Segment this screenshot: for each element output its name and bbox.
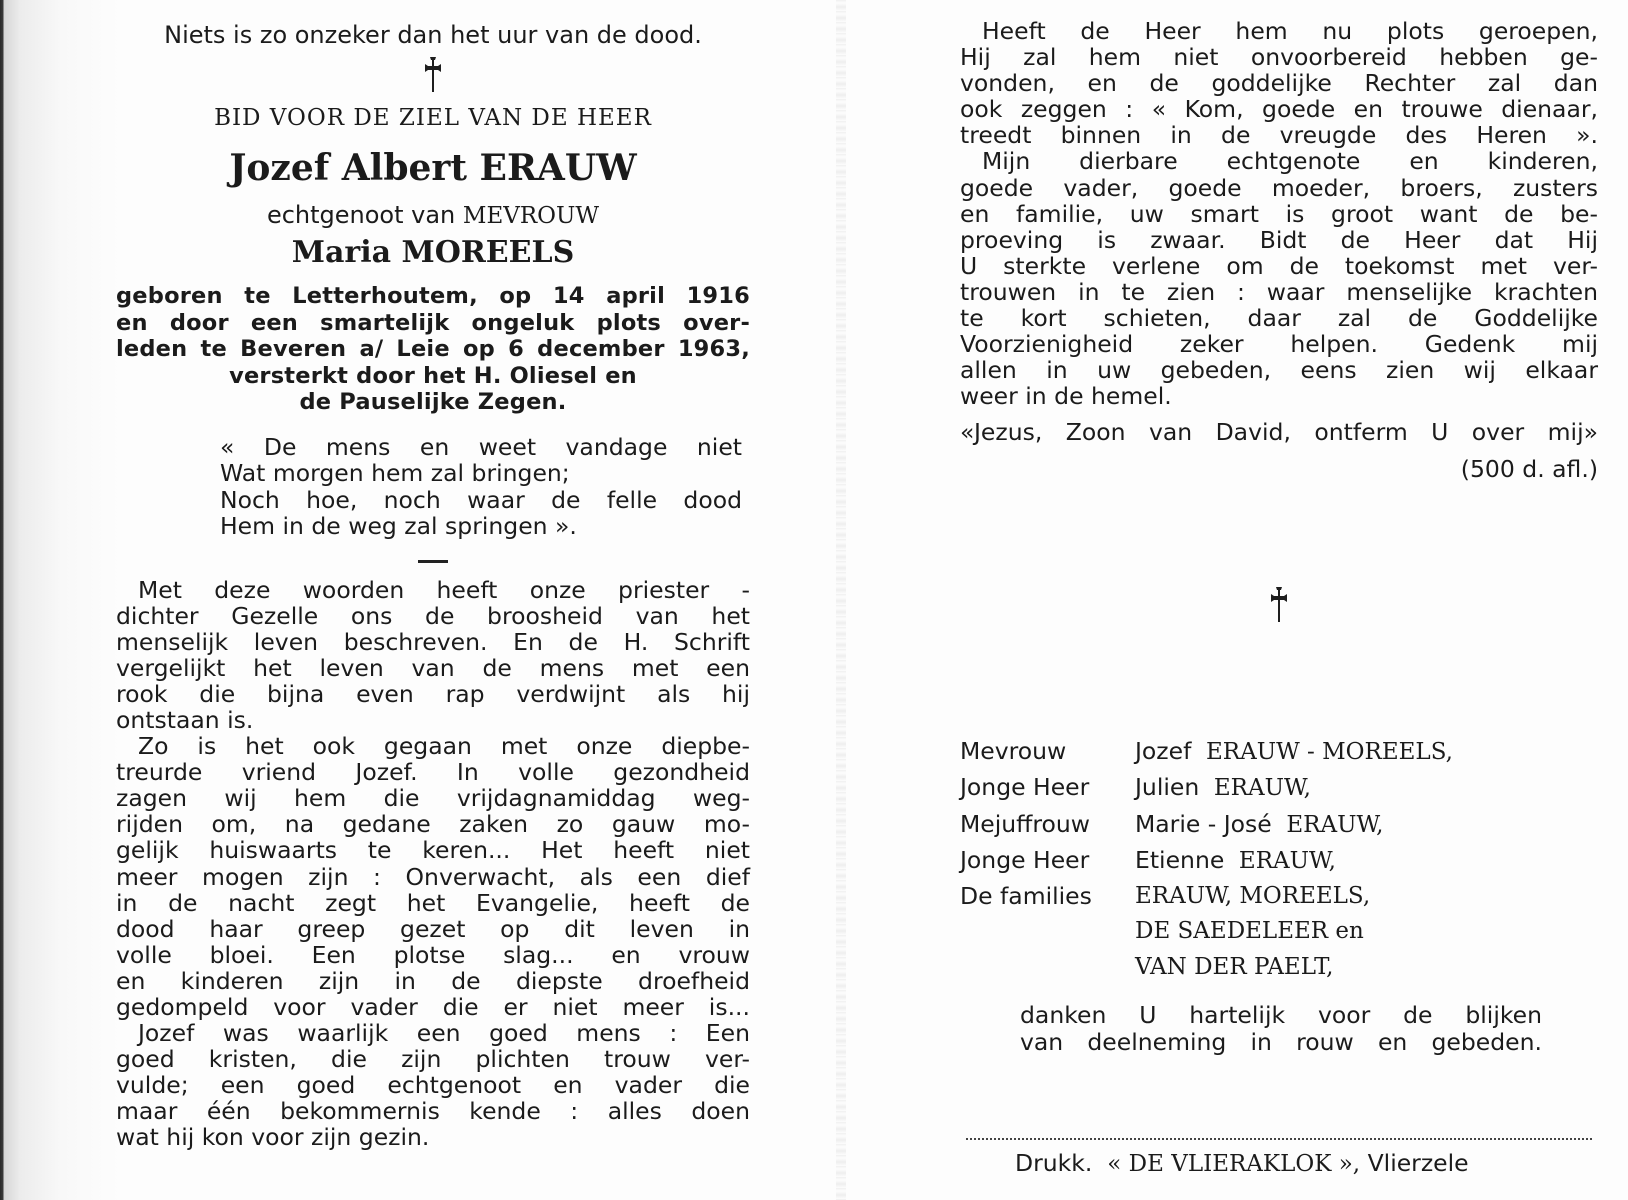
eulogy-line: Met deze woorden heeft onze priester - [138, 575, 750, 604]
family-member-given-name: Marie - José [1135, 809, 1272, 838]
message-text [960, 18, 1598, 409]
family-member-surname: ERAUW, [1238, 847, 1336, 874]
spouse-intro-title: MEVROUW [462, 203, 600, 229]
thanks-line: danken U hartelijk voor de blijken [1020, 1001, 1542, 1029]
family-member [960, 807, 1453, 843]
message-line: goede vader, goede moeder, broers, zusters [960, 173, 1598, 202]
eulogy-line: vulde; een goed echtgenoot en vader die [116, 1071, 750, 1100]
family-member [960, 950, 1453, 985]
family-member-surname: VAN DER PAELT, [1135, 953, 1334, 980]
spouse-intro [116, 198, 750, 233]
eulogy-line: ontstaan is. [116, 705, 254, 734]
family-member-surname: ERAUW, [1286, 811, 1384, 838]
eulogy-line: vergelijkt het leven van de mens met een [116, 653, 750, 682]
eulogy-line: rijden om, na gedane zaken zo gauw mo- [116, 810, 750, 839]
family-member-surname: ERAUW - MOREELS, [1206, 739, 1453, 765]
poem-line: Noch hoe, noch waar de felle dood [220, 485, 742, 514]
message-line: Mijn dierbare echtgenote en kinderen, [982, 147, 1598, 176]
bio-line: geboren te Letterhoutem, op 14 april 1916 [116, 283, 750, 309]
message-line: vonden, en de goddelijke Rechter zal dan [960, 69, 1598, 98]
bio-line: leden te Beveren a/ Leie op 6 december 1963, [116, 336, 750, 362]
family-member [960, 914, 1453, 949]
message-line: en familie, uw smart is groot want de be- [960, 199, 1598, 228]
thanks-text [1020, 1002, 1542, 1055]
right-panel [960, 18, 1598, 482]
eulogy-line: Zo is het ook gegaan met onze diepbe- [138, 732, 750, 761]
printer-name: « DE VLIERAKLOK », [1107, 1151, 1361, 1177]
spouse-intro-prefix: echtgenoot van [266, 201, 456, 229]
eulogy-line: gelijk huiswaarts te keren... Het heeft niet [116, 836, 750, 865]
family-member-title: Mejuffrouw [960, 809, 1090, 838]
message-line: treedt binnen in de vreugde des Heren ». [960, 121, 1598, 150]
eulogy-line: maar één bekommernis kende : alles doen [116, 1097, 750, 1126]
poem-line: Wat morgen hem zal bringen; [220, 459, 570, 487]
eulogy-line: in de nacht zegt het Evangelie, heeft de [116, 888, 750, 917]
poem-line: Hem in de weg zal springen ». [220, 512, 577, 540]
message-line: trouwen in te zien : waar menselijke krachten [960, 277, 1598, 306]
family-member-name [1135, 734, 1453, 770]
family-member-name [1135, 879, 1370, 914]
family-member-title: Mevrouw [960, 737, 1067, 765]
eulogy-line: menselijk leven beschreven. En de H. Schrift [116, 627, 750, 656]
family-member-given-name: Etienne [1135, 845, 1225, 874]
message-line: Heeft de Heer hem nu plots geroepen, [982, 17, 1598, 45]
message-line: Hij zal hem niet onvoorbereid hebben ge- [960, 43, 1598, 72]
family-member [960, 879, 1453, 914]
message-line: weer in de hemel. [960, 382, 1172, 411]
epigraph: Niets is zo onzeker dan het uur van de dood. [164, 21, 702, 49]
left-panel [116, 18, 750, 1151]
family-member-given-name: Julien [1135, 773, 1200, 802]
printer-place: Vlierzele [1367, 1149, 1469, 1177]
printer-prefix: Drukk. [1015, 1149, 1093, 1177]
latin-cross-icon [1268, 586, 1290, 624]
biography [116, 283, 750, 416]
bio-line: de Pauselijke Zegen. [299, 389, 567, 415]
latin-cross-icon [422, 56, 444, 94]
family-member-title: Jonge Heer [960, 773, 1090, 802]
pray-heading: BID VOOR DE ZIEL VAN DE HEER [214, 105, 652, 131]
printer-credit [1015, 1148, 1469, 1179]
bio-line: en door een smartelijk ongeluk plots over- [116, 309, 750, 336]
family-member-name [1135, 770, 1311, 806]
eulogy-line: dood haar greep gezet op dit leven in [116, 914, 750, 943]
message-line: allen in uw gebeden, eens zien wij elkaar [960, 356, 1598, 385]
family-member-name [1135, 843, 1336, 879]
deceased-name: Jozef Albert ERAUW [229, 147, 637, 189]
eulogy-line: gedompeld voor vader die er niet meer is... [116, 993, 750, 1021]
family-member [960, 843, 1453, 879]
prayer-invocation: «Jezus, Zoon van David, ontferm U over mij» [960, 418, 1598, 447]
family-member-title [960, 950, 1135, 985]
poem [220, 434, 742, 540]
message-line: Voorzienigheid zeker helpen. Gedenk mij [960, 330, 1598, 359]
eulogy-line: Jozef was waarlijk een goed mens : Een [138, 1019, 750, 1048]
spouse-name: Maria MOREELS [291, 235, 575, 270]
thanks-line: van deelneming in rouw en gebeden. [1020, 1027, 1542, 1056]
eulogy-line: meer mogen zijn : Onverwacht, als een dief [116, 862, 750, 891]
family-member-surname: ERAUW, [1213, 775, 1311, 802]
eulogy-line: rook die bijna even rap verdwijnt als hij [116, 679, 750, 708]
family-list [960, 734, 1453, 985]
family-member-surname: ERAUW, MOREELS, [1135, 883, 1371, 910]
family-member-name [1135, 807, 1383, 843]
message-line: te kort schieten, daar zal de Goddelijke [960, 304, 1598, 333]
fold-line [836, 0, 846, 1200]
message-line: proeving is zwaar. Bidt de Heer dat Hij [960, 225, 1598, 254]
family-member [960, 734, 1453, 770]
message-line: U sterkte verlene om de toekomst met ver- [960, 251, 1598, 280]
bio-line: versterkt door het H. Oliesel en [229, 362, 637, 389]
indulgence-note: (500 d. afl.) [1460, 454, 1598, 483]
family-member-given-name: Jozef [1135, 737, 1192, 765]
eulogy-line: volle bloei. Een plotse slag... en vrouw [116, 940, 750, 969]
family-member-surname: DE SAEDELEER en [1135, 918, 1364, 945]
family-member-name [1135, 914, 1364, 949]
eulogy-line: en kinderen zijn in de diepste droefheid [116, 966, 750, 995]
family-member-title: De families [960, 882, 1092, 911]
eulogy-text [116, 577, 750, 1151]
dotted-separator [966, 1138, 1592, 1140]
family-member-title: Jonge Heer [960, 845, 1090, 874]
message-line: ook zeggen : « Kom, goede en trouwe dienaar, [960, 95, 1598, 124]
eulogy-line: treurde vriend Jozef. In volle gezondheid [116, 758, 750, 787]
eulogy-line: wat hij kon voor zijn gezin. [116, 1123, 430, 1152]
eulogy-line: goed kristen, die zijn plichten trouw ver- [116, 1045, 750, 1074]
poem-line: « De mens en weet vandage niet [220, 432, 742, 461]
family-member-title [960, 914, 1135, 949]
family-member [960, 770, 1453, 806]
eulogy-line: zagen wij hem die vrijdagnamiddag weg- [116, 784, 750, 813]
family-member-name [1135, 950, 1333, 985]
eulogy-line: dichter Gezelle ons de broosheid van het [116, 601, 750, 630]
section-divider [418, 560, 448, 563]
